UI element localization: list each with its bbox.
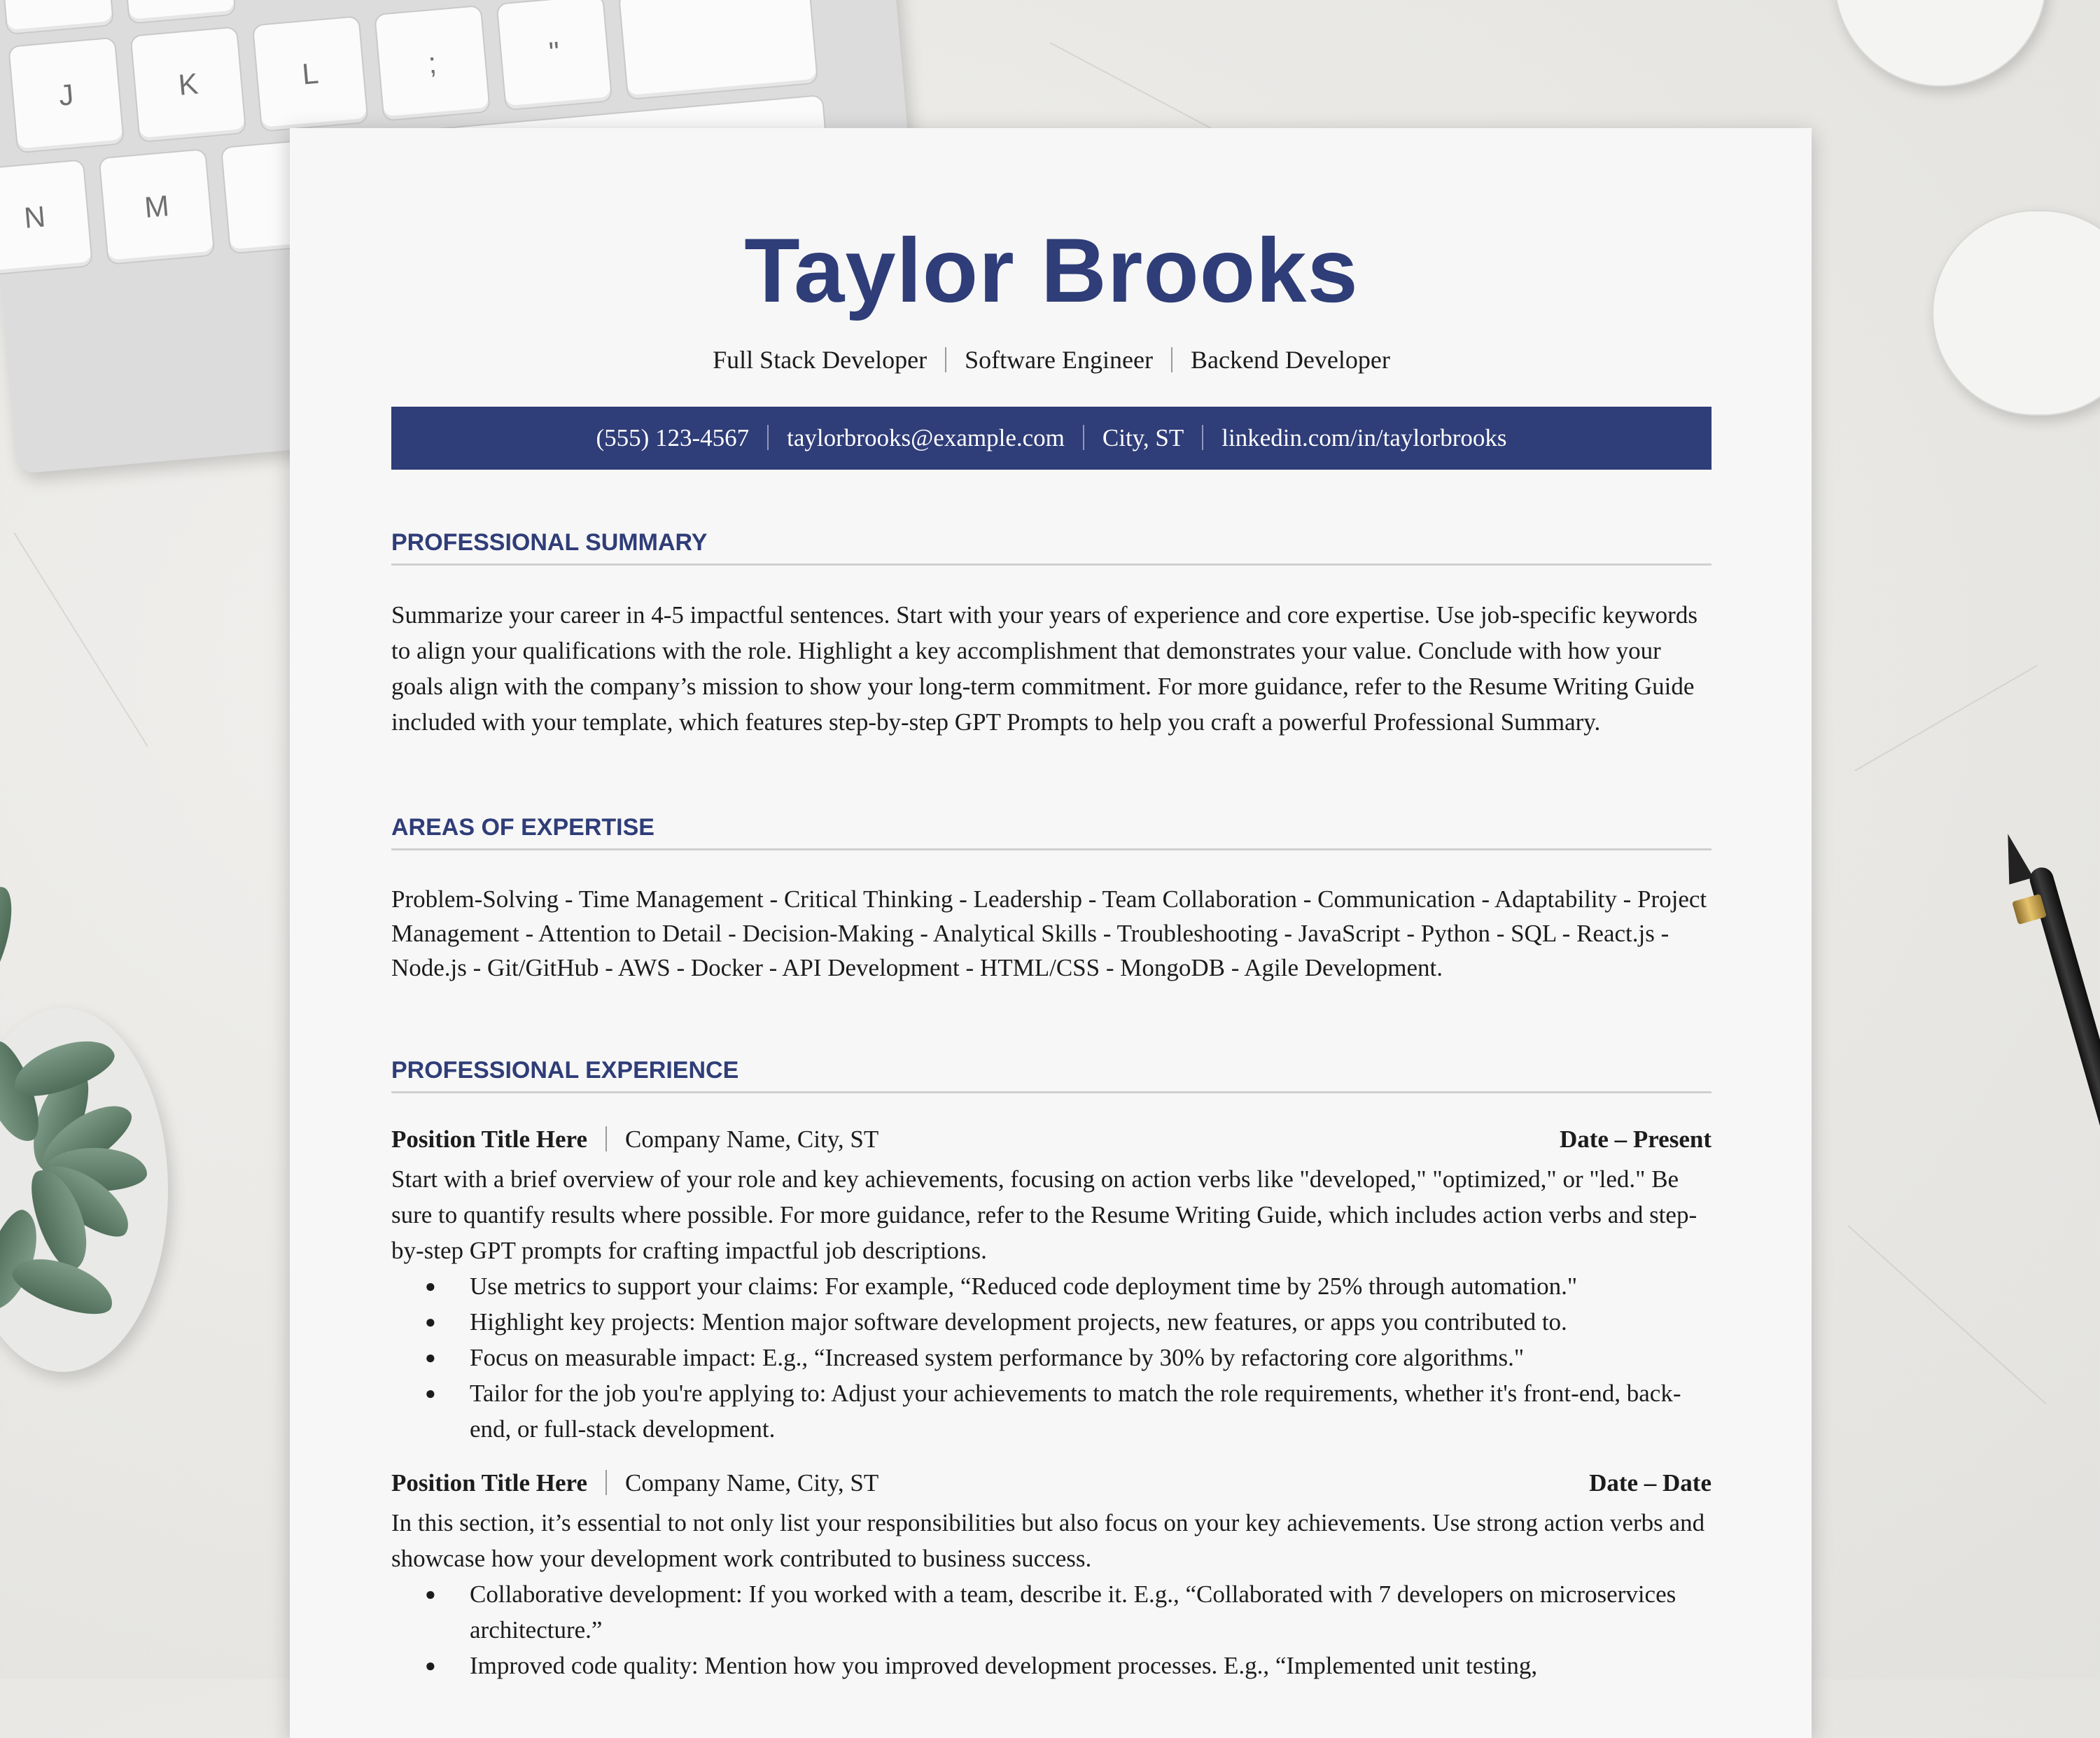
resume-page bbox=[290, 128, 1812, 1738]
keyboard-key: M bbox=[99, 148, 216, 265]
keyboard-key: L bbox=[252, 15, 369, 132]
job-titles bbox=[391, 345, 1712, 374]
job-title: Backend Developer bbox=[1190, 346, 1390, 374]
divider bbox=[606, 1470, 607, 1495]
keyboard-key: N bbox=[0, 159, 93, 276]
keyboard-key bbox=[120, 0, 237, 24]
job-bullet: ● Highlight key projects: Mention major software development projects, new features, or apps you contributed to. bbox=[391, 1304, 1712, 1340]
contact-email: taylorbrooks@example.com bbox=[787, 424, 1065, 451]
keyboard-key bbox=[0, 0, 114, 35]
marble-vein bbox=[1855, 665, 2038, 771]
job-bullet: ● Tailor for the job you're applying to: Adjust your achievements to match the role requirements, whether it's front-end, back-end, or full-stack development. bbox=[391, 1375, 1712, 1447]
job-bullet: ● Collaborative development: If you worked with a team, describe it. E.g., “Collaborated with 7 developers on microservices architecture.” bbox=[391, 1576, 1712, 1648]
job-title: Software Engineer bbox=[965, 346, 1153, 374]
job-summary: In this section, it’s essential to not only list your responsibilities but also focus on your key achievements. Use strong action verbs and showcase how your development work contributed to business success. bbox=[391, 1509, 1705, 1572]
earbud-case bbox=[1834, 0, 2047, 87]
expertise-heading: AREAS OF EXPERTISE bbox=[391, 814, 1712, 850]
expertise-text: Problem-Solving - Time Management - Critical Thinking - Leadership - Team Collaboration - Communication - Adaptability - Project Management - Attention to Detail - Decision-Making - Analytical Skills - Troubleshooting - JavaScript - Python - SQL - React.js - Node.js - Git/GitHub - AWS - Docker - API Development - HTML/CSS - MongoDB - Agile Development. bbox=[391, 885, 1707, 981]
job-header bbox=[391, 1469, 1712, 1497]
keyboard-key: K bbox=[130, 26, 247, 143]
keyboard-key bbox=[618, 0, 818, 100]
job-bullets bbox=[391, 1576, 1712, 1683]
summary-text: Summarize your career in 4-5 impactful sentences. Start with your years of experience and core expertise. Use job-specific keywords to align your qualifications with the role. Highlight a key accomplishment that demonstrates your value. Conclude with how your goals align with the company’s mission to show your long-term commitment. For more guidance, refer to the Resume Writing Guide included with your template, which features step-by-step GPT Prompts to help you craft a powerful Professional Summary. bbox=[391, 601, 1698, 736]
earbud bbox=[1932, 210, 2100, 416]
job-bullet: ● Use metrics to support your claims: For example, “Reduced code deployment time by 25% through automation." bbox=[391, 1268, 1712, 1304]
pen bbox=[2027, 864, 2100, 1712]
contact-bar bbox=[391, 407, 1712, 470]
marble-vein bbox=[1847, 1225, 2046, 1404]
keyboard-key: J bbox=[8, 37, 125, 154]
job-position: Position Title Here bbox=[391, 1469, 587, 1497]
summary-heading: PROFESSIONAL SUMMARY bbox=[391, 529, 1712, 566]
experience-heading: PROFESSIONAL EXPERIENCE bbox=[391, 1057, 1712, 1093]
contact-location: City, ST bbox=[1102, 424, 1184, 451]
job-header bbox=[391, 1126, 1712, 1154]
job-date: Date – Date bbox=[1589, 1469, 1712, 1497]
job-bullet: ● Improved code quality: Mention how you improved development processes. E.g., “Implemented unit testing, bbox=[391, 1648, 1712, 1683]
job-position: Position Title Here bbox=[391, 1126, 587, 1153]
job-title: Full Stack Developer bbox=[713, 346, 927, 374]
job-company: Company Name, City, ST bbox=[624, 1126, 879, 1153]
divider bbox=[1171, 347, 1172, 372]
job-bullets bbox=[391, 1268, 1712, 1447]
job-bullet: ● Focus on measurable impact: E.g., “Increased system performance by 30% by refactoring core algorithms." bbox=[391, 1340, 1712, 1375]
job-summary: Start with a brief overview of your role and key achievements, focusing on action verbs like "developed," "optimized," or "led." Be sure to quantify results where possible. For more guidance, refer to the Resume Writing Guide, which includes action verbs and step-by-step GPT prompts for crafting impactful job descriptions. bbox=[391, 1165, 1698, 1264]
divider bbox=[1083, 425, 1084, 450]
contact-linkedin: linkedin.com/in/taylorbrooks bbox=[1222, 424, 1507, 451]
divider bbox=[767, 425, 769, 450]
pen-tip bbox=[1996, 830, 2033, 884]
resume-name: Taylor Brooks bbox=[744, 219, 1359, 321]
job-company: Company Name, City, ST bbox=[624, 1469, 879, 1497]
keyboard-key: ; bbox=[374, 5, 491, 122]
marble-vein bbox=[13, 532, 148, 746]
divider bbox=[945, 347, 946, 372]
job-date: Date – Present bbox=[1559, 1126, 1712, 1153]
divider bbox=[1202, 425, 1203, 450]
keyboard-key: " bbox=[496, 0, 613, 111]
contact-phone: (555) 123-4567 bbox=[596, 424, 750, 451]
divider bbox=[606, 1126, 607, 1151]
